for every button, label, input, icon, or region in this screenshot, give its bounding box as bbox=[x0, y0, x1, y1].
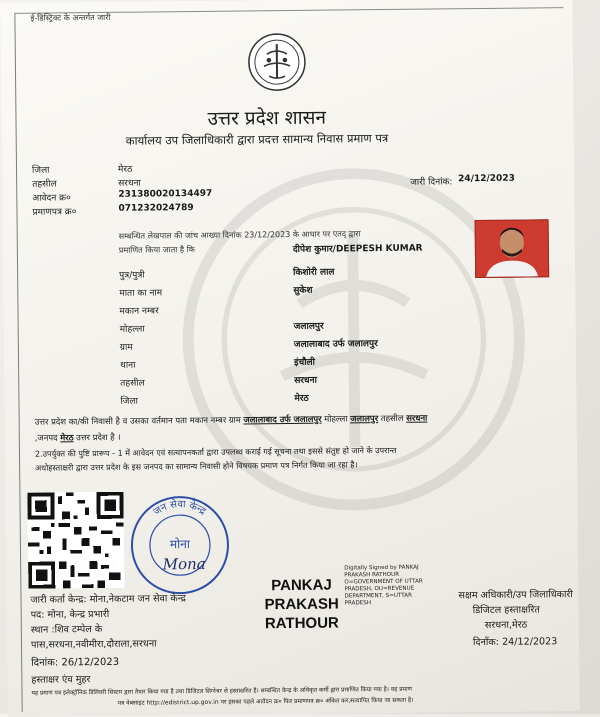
body-p1-text-c: तहसील bbox=[380, 412, 404, 424]
detail-label-parent: पुत्र/पुत्री bbox=[119, 270, 145, 281]
detail-value-mohalla: जलालपुर bbox=[293, 321, 324, 332]
application-no-label: आवेदन क्र० bbox=[32, 193, 71, 204]
detail-value-police-station: इंचौली bbox=[294, 357, 316, 368]
detail-label-tehsil: तहसील bbox=[120, 378, 145, 389]
qr-code-icon bbox=[27, 492, 124, 589]
dsig-note-6: PRADESH bbox=[344, 600, 372, 607]
dsig-note-1: Digitally Signed by PANKAJ bbox=[344, 564, 419, 572]
certify-line-1: सम्बन्धित लेखपाल की जांच आख्या दिनांक 23/12/2023 के आधार पर एतद् द्वारा bbox=[118, 229, 361, 241]
detail-label-mother: माता का नाम bbox=[119, 288, 163, 299]
body-paragraph-2-line-1: 2.उपर्युक्त की पुष्टि प्रारूप - 1 में आवेदन एवं सत्यापनकर्ता द्वारा उपलब्ध कराई गई सूचना तथा इससे संतुष्ट हो जाने के उपरान्त bbox=[34, 445, 397, 459]
detail-label-mohalla: मोहल्ला bbox=[119, 324, 145, 335]
detail-value-parent: किशोरी लाल bbox=[293, 267, 335, 278]
detail-value-village: जलालाबाद उर्फ जलालपुर bbox=[293, 339, 378, 350]
footer-line-1: यह प्रमाण पत्र इलेक्ट्रॉनिक डिलिवरी सिस्टम द्वारा तैयार किया गया है तथा डिजिटल सिग्नेचर से हस्ताक्षरित है। सम्बन्धित केन्द्र के अधिकृत कर्मी द्वारा प्रमाणित किया गया है। यह प्रमाण bbox=[31, 686, 412, 697]
authority-date: दिनाँक: 24/12/2023 bbox=[472, 636, 558, 649]
dsig-note-5: DEPARTMENT, S=UTTAR bbox=[344, 592, 412, 600]
stamp-center-text: मोना bbox=[169, 537, 191, 552]
body-p1-tehsil: सरधना bbox=[406, 412, 428, 423]
issue-date-value: 24/12/2023 bbox=[458, 173, 515, 185]
dsig-note-2: PRAKASH RATHOUR bbox=[344, 571, 400, 579]
detail-label-police-station: थाना bbox=[120, 360, 136, 371]
body-p1-text-d: ,जनपद bbox=[34, 432, 58, 443]
certificate-no-label: प्रमाणपत्र क्र० bbox=[32, 207, 77, 218]
applicant-photo bbox=[475, 219, 550, 278]
body-paragraph-2-line-2: अधोहस्ताक्षरी द्वारा उत्तर प्रदेश के इस जनपद का सामान्य निवासी होने विषयक प्रमाण पत्र निर्गत किया जा रहा है। bbox=[35, 460, 358, 473]
issuer-place-2: पास,सरधना,नवीमीरा,दौराला,सरधना bbox=[30, 638, 157, 651]
dsig-name-line-3: RATHOUR bbox=[264, 614, 339, 633]
body-p1-village: जलालाबाद उर्फ जलालपुर bbox=[243, 413, 322, 425]
detail-value-mother: सुकेश bbox=[293, 285, 313, 296]
govt-title: उत्तर प्रदेश शासन bbox=[207, 106, 327, 130]
tehsil-label: तहसील bbox=[32, 179, 57, 190]
issue-date-label: जारी दिनांक: bbox=[410, 177, 453, 188]
body-p1-district: मेरठ bbox=[60, 432, 74, 443]
certificate-no-value: 071232024789 bbox=[118, 203, 194, 214]
issuer-place-1: स्थान :शिव टम्पेल के bbox=[30, 623, 103, 636]
authority-title-2: डिजिटल हस्ताक्षरित bbox=[472, 604, 540, 617]
detail-label-district: जिला bbox=[120, 396, 138, 407]
issuer-post: पद: मोना, केन्द्र प्रभारी bbox=[30, 608, 110, 621]
dsig-note-4: PRADESH, OU=REVENUE bbox=[344, 585, 415, 593]
office-line: कार्यालय उप जिलाधिकारी द्वारा प्रदत्त सामान्य निवास प्रमाण पत्र bbox=[125, 130, 389, 148]
body-p1-text-b: मोहल्ला bbox=[324, 413, 348, 424]
body-paragraph-1-cont bbox=[35, 432, 121, 444]
issuer-center: जारी कर्ता केन्द्र: मोना,नेकटाम जन सेवा केन्द्र bbox=[30, 593, 186, 606]
person-photo-icon bbox=[476, 220, 549, 277]
body-p1-mohalla: जलालपुर bbox=[350, 413, 379, 424]
detail-value-district: मेरठ bbox=[294, 393, 309, 404]
top-note: ई-डिस्ट्रिक्ट के अन्तर्गत जारी bbox=[30, 12, 111, 23]
dsig-name-line-1: PANKAJ bbox=[271, 576, 332, 595]
tehsil-value: सरधना bbox=[118, 178, 141, 189]
district-label: जिला bbox=[31, 165, 50, 176]
authority-title-1: सक्षम अधिकारी/उप जिलाधिकारी bbox=[458, 589, 573, 602]
footer-line-2: पत्र वेबसाइट http://edistrict.up.gov.in पर इसका पहले आवेदन क्र० फिर प्रमाणपत्र क्र० अंकित कर,सत्यापित किया जा सकता है। bbox=[117, 696, 414, 707]
up-govt-emblem-icon bbox=[247, 32, 308, 93]
digital-signature-name bbox=[264, 576, 339, 634]
stamp-ring-text: जन सेवा केन्द्र bbox=[151, 499, 208, 518]
issuer-date: दिनांक: 26/12/2023 bbox=[31, 656, 120, 669]
digital-signature-note bbox=[344, 565, 423, 608]
stamp-signature: Mona bbox=[162, 554, 206, 574]
detail-label-village: ग्राम bbox=[119, 342, 133, 353]
dsig-name-line-2: PRAKASH bbox=[264, 595, 339, 614]
district-value: मेरठ bbox=[117, 164, 133, 175]
dsig-note-3: O=GOVERNMENT OF UTTAR bbox=[344, 578, 423, 586]
authority-place: सरधना,मेरठ bbox=[484, 619, 528, 631]
body-p1-text-e: उत्तर प्रदेश है । bbox=[76, 431, 121, 443]
applicant-name: दीपेश कुमार/DEEPESH KUMAR bbox=[292, 243, 423, 255]
application-no-value: 231380020134497 bbox=[118, 188, 213, 200]
certify-line-2-label: प्रमाणित किया जाता है कि bbox=[118, 244, 195, 255]
detail-value-tehsil: सरधना bbox=[294, 375, 317, 386]
detail-label-house: मकान नम्बर bbox=[119, 306, 159, 317]
body-p1-text-a: उत्तर प्रदेश का/की निवासी है व उसका वर्तमान पता मकान नम्बर ग्राम bbox=[34, 414, 241, 427]
issuer-sign-label: हस्ताक्षर एंव मुहर bbox=[31, 674, 91, 686]
jan-seva-kendra-stamp bbox=[127, 493, 232, 598]
